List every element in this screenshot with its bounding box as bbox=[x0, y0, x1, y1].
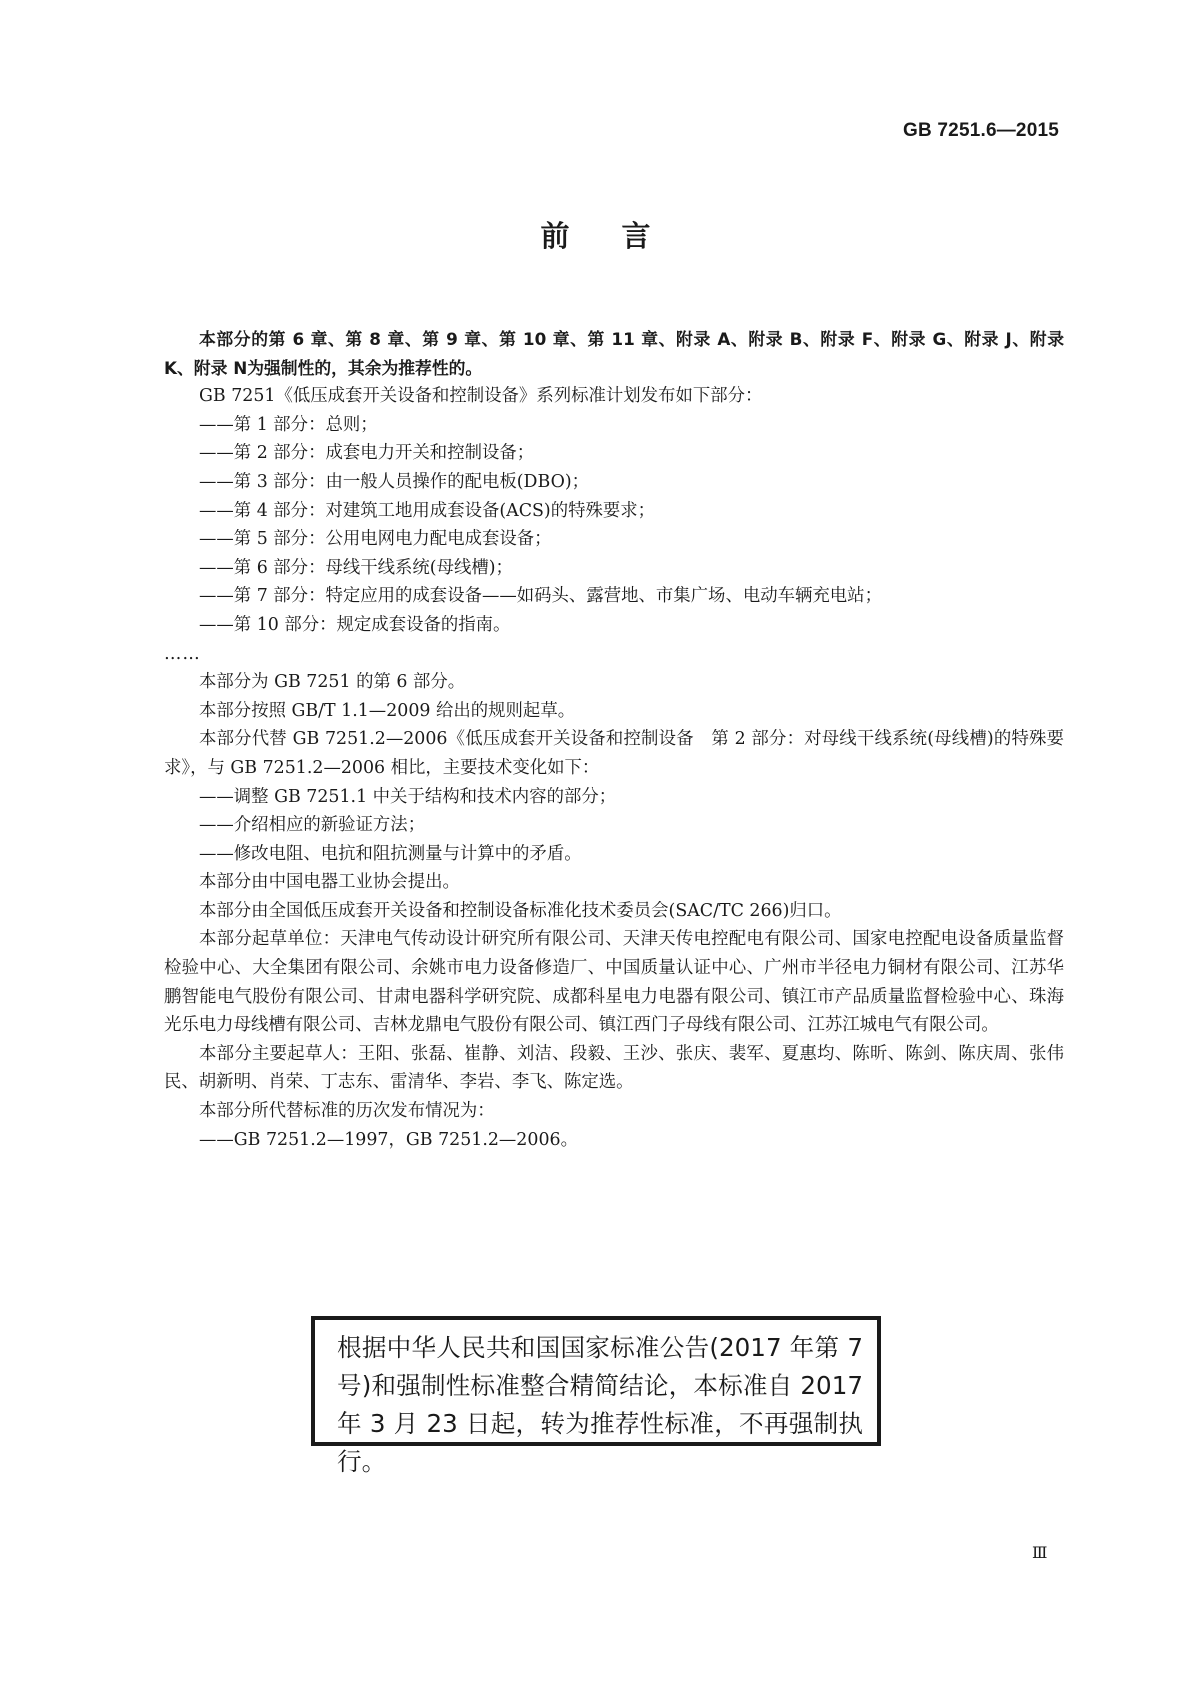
history-item: ——GB 7251.2—1997，GB 7251.2—2006。 bbox=[199, 1129, 578, 1150]
list-item: ——第 1 部分：总则； bbox=[199, 414, 378, 435]
list-item: ——第 10 部分：规定成套设备的指南。 bbox=[199, 614, 511, 635]
page-title: 前言 bbox=[540, 219, 703, 253]
mandatory-clause-paragraph: 本部分的第 6 章、第 8 章、第 9 章、第 10 章、第 11 章、附录 A、附录 B、附录 F、附录 G、附录 J、附录 K、附录 N为强制性的，其余为推荐性的。 bbox=[164, 329, 1064, 378]
list-item: ——介绍相应的新验证方法； bbox=[199, 815, 426, 836]
part-of-paragraph: 本部分为 GB 7251 的第 6 部分。 bbox=[199, 672, 466, 693]
list-item: ——第 6 部分：母线干线系统(母线槽)； bbox=[199, 557, 513, 578]
list-item: ——修改电阻、电抗和阻抗测量与计算中的矛盾。 bbox=[199, 843, 582, 864]
history-intro-paragraph: 本部分所代替标准的历次发布情况为： bbox=[199, 1101, 495, 1122]
list-item: ——第 5 部分：公用电网电力配电成套设备； bbox=[199, 529, 552, 550]
list-item: ——第 2 部分：成套电力开关和控制设备； bbox=[199, 443, 535, 464]
notice-text: 根据中华人民共和国国家标准公告(2017 年第 7 号)和强制性标准整合精简结论，本标准自 2017 年 3 月 23 日起，转为推荐性标准，不再强制执行。 bbox=[337, 1333, 863, 1476]
series-intro-paragraph: GB 7251《低压成套开关设备和控制设备》系列标准计划发布如下部分： bbox=[199, 386, 763, 407]
list-item: ——第 3 部分：由一般人员操作的配电板(DBO)； bbox=[199, 471, 590, 492]
replaces-paragraph: 本部分代替 GB 7251.2—2006《低压成套开关设备和控制设备 第 2 部分：对母线干线系统(母线槽)的特殊要求》，与 GB 7251.2—2006 相比，主要技术变化如下： bbox=[164, 729, 1064, 778]
drafting-units-paragraph: 本部分起草单位：天津电气传动设计研究所有限公司、天津天传电控配电有限公司、国家电控配电设备质量监督检验中心、大全集团有限公司、余姚市电力设备修造厂、中国质量认证中心、广州市半径电力铜材有限公司、江苏华鹏智能电气股份有限公司、甘肃电器科学研究院、成都科星电力电器有限公司、镇江市产品质量监督检验中心、珠海光乐电力母线槽有限公司、吉林龙鼎电气股份有限公司、镇江西门子母线有限公司、江苏江城电气有限公司。 bbox=[164, 929, 1064, 1036]
notice-box bbox=[311, 1316, 881, 1476]
drafters-paragraph: 本部分主要起草人：王阳、张磊、崔静、刘洁、段毅、王沙、张庆、裴军、夏惠均、陈昕、陈剑、陈庆周、张伟民、胡新明、肖荣、丁志东、雷清华、李岩、李飞、陈定选。 bbox=[164, 1043, 1064, 1093]
drafting-rules-paragraph: 本部分按照 GB/T 1.1—2009 给出的规则起草。 bbox=[199, 700, 576, 721]
list-item: ——第 4 部分：对建筑工地用成套设备(ACS)的特殊要求； bbox=[199, 500, 656, 521]
page-number: Ⅲ bbox=[1032, 1543, 1048, 1562]
proposed-by-paragraph: 本部分由中国电器工业协会提出。 bbox=[199, 872, 460, 893]
list-item: ——调整 GB 7251.1 中关于结构和技术内容的部分； bbox=[199, 786, 617, 807]
managed-by-paragraph: 本部分由全国低压成套开关设备和控制设备标准化技术委员会(SAC/TC 266)归口。 bbox=[199, 900, 842, 921]
list-item: ——第 7 部分：特定应用的成套设备——如码头、露营地、市集广场、电动车辆充电站； bbox=[199, 586, 882, 607]
document-body bbox=[164, 325, 1064, 1154]
standard-number: GB 7251.6—2015 bbox=[903, 120, 1059, 141]
ellipsis: …… bbox=[164, 643, 201, 664]
